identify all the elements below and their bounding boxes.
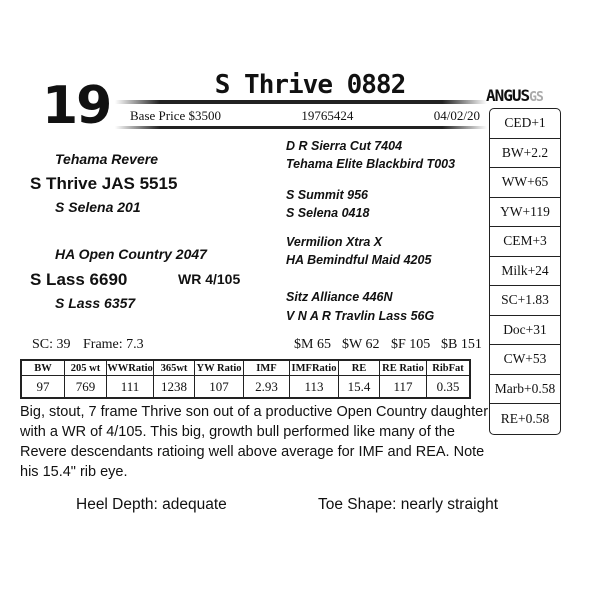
val-205wt: 769 [65, 376, 107, 399]
ss-sire: D R Sierra Cut 7404 [286, 139, 403, 153]
col-ribfat: RibFat [427, 360, 471, 376]
epd-sc: SC+1.83 [490, 286, 560, 316]
birth-date: 04/02/20 [433, 108, 480, 123]
val-reratio: 117 [380, 376, 427, 399]
epd-cw: CW+53 [490, 345, 560, 375]
val-365wt: 1238 [154, 376, 195, 399]
angus-logo [486, 86, 543, 105]
col-imfratio: IMFRatio [290, 360, 339, 376]
val-ribfat: 0.35 [427, 376, 471, 399]
val-re: 15.4 [339, 376, 380, 399]
epd-ced: CED+1 [490, 109, 560, 139]
epd-doc: Doc+31 [490, 316, 560, 346]
col-wwratio: WWRatio [107, 360, 154, 376]
epd-yw: YW+119 [490, 198, 560, 228]
col-imf: IMF [244, 360, 290, 376]
ds-dam: HA Bemindful Maid 4205 [286, 253, 432, 267]
dam-dam: S Lass 6357 [55, 295, 136, 311]
sd-sire: S Summit 956 [286, 188, 368, 202]
performance-table [20, 359, 471, 399]
sd-dam: S Selena 0418 [286, 206, 370, 220]
dd-sire: Sitz Alliance 446N [286, 290, 393, 304]
epd-bw: BW+2.2 [490, 139, 560, 169]
val-imf: 2.93 [244, 376, 290, 399]
info-line [130, 108, 480, 124]
dollar-w: $W 62 [342, 337, 380, 352]
ss-dam: Tehama Elite Blackbird T003 [286, 157, 456, 171]
dollar-m: $M 65 [294, 337, 331, 352]
epd-cem: CEM+3 [490, 227, 560, 257]
col-reratio: RE Ratio [380, 360, 427, 376]
epd-milk: Milk+24 [490, 257, 560, 287]
title-rule [115, 100, 487, 104]
table-header-row [21, 360, 470, 376]
col-365wt: 365wt [154, 360, 195, 376]
dam-sire: HA Open Country 2047 [55, 246, 207, 262]
dollar-f: $F 105 [391, 337, 431, 352]
lot-number: 19 [42, 76, 111, 136]
sire: S Thrive JAS 5515 [30, 174, 178, 193]
table-row [21, 376, 470, 399]
sire-dam: S Selena 201 [55, 199, 141, 215]
epd-re: RE+0.58 [500, 410, 550, 426]
col-bw: BW [21, 360, 65, 376]
sire-sire: Tehama Revere [55, 151, 158, 167]
val-imfratio: 113 [290, 376, 339, 399]
epd-marb: Marb+0.58 [490, 375, 560, 405]
dollar-b: $B 151 [441, 337, 482, 352]
col-ywratio: YW Ratio [195, 360, 244, 376]
registration-number: 19765424 [301, 108, 354, 123]
dam-wr: WR 4/105 [178, 271, 241, 287]
dam: S Lass 6690 [30, 270, 128, 289]
bull-name: S Thrive 0882 [214, 70, 406, 100]
epd-ww: WW+65 [490, 168, 560, 198]
base-price: Base Price $3500 [130, 108, 221, 123]
angus-logo-main: ANGUS [486, 86, 530, 105]
val-bw: 97 [21, 376, 65, 399]
dd-dam: V N A R Travlin Lass 56G [286, 309, 435, 323]
angus-logo-sub: GS [529, 90, 543, 105]
scrotal-circumference: SC: 39 [32, 337, 71, 352]
description: Big, stout, 7 frame Thrive son out of a productive Open Country daughter with a WR of 4/105. This big, growth bull performed like many of the Revere descendants ratioing well above average for IMF and REA. Note his 15.4" rib eye. [20, 404, 489, 480]
col-re: RE [339, 360, 380, 376]
ds-sire: Vermilion Xtra X [286, 235, 383, 249]
frame-score: Frame: 7.3 [83, 337, 144, 352]
toe-shape: Toe Shape: nearly straight [318, 496, 499, 513]
heel-depth: Heel Depth: adequate [76, 496, 227, 513]
info-rule [115, 126, 487, 129]
col-205wt: 205 wt [65, 360, 107, 376]
epd-column [489, 108, 561, 435]
val-ywratio: 107 [195, 376, 244, 399]
val-wwratio: 111 [107, 376, 154, 399]
